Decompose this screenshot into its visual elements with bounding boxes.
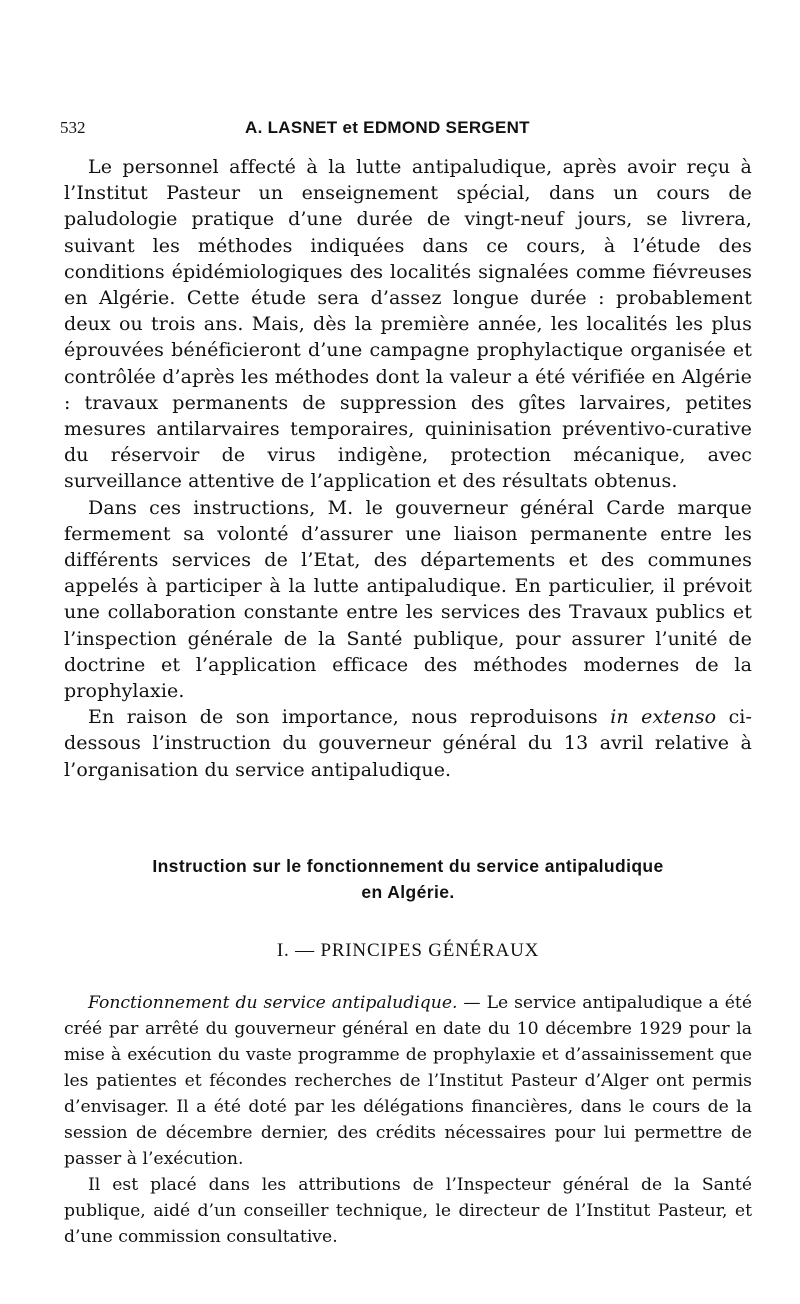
section-paragraph-1-text: — Le service antipaludique a été créé par arrêté du gouverneur général en date du 10 décembre 1929 pour la mise à exécution du vaste programme de prophylaxie et d’assainissement que les patientes et fécondes recherches de l’Institut Pasteur d’Alger ont permis d’envisager. Il a été doté par les délégations financières, dans le cours de la session de décembre dernier, des crédits nécessaires pour lui permettre de passer à l’exécution. bbox=[64, 993, 752, 1169]
page-header bbox=[60, 114, 750, 142]
section-title-line-2: en Algérie. bbox=[361, 882, 455, 902]
paragraph-2: Dans ces instructions, M. le gouverneur général Carde marque fermement sa volonté d’assurer une liaison permanente entre les différents services de l’Etat, des départements et des communes appelés à participer à la lutte antipaludique. En particulier, il prévoit une collaboration constante entre les services des Travaux publics et l’inspection générale de la Santé publique, pour assurer l’unité de doctrine et l’application efficace des méthodes modernes de la prophylaxie. bbox=[64, 496, 752, 703]
paragraph-1: Le personnel affecté à la lutte antipaludique, après avoir reçu à l’Institut Pasteur un enseignement spécial, dans un cours de paludologie pratique d’une durée de vingt-neuf jours, se livrera, suivant les méthodes indiquées dans ce cours, à l’étude des conditions épidémiologiques des localités signalées comme fiévreuses en Algérie. Cette étude sera d’assez longue durée : probablement deux ou trois ans. Mais, dès la première année, les localités les plus éprouvées bénéficieront d’une campagne prophylactique organisée et contrôlée d’après les méthodes dont la valeur a été vérifiée en Algérie : travaux permanents de suppression des gîtes larvaires, petites mesures antilarvaires temporaires, quininisation préventivo-curative du réservoir de virus indigène, protection mécanique, avec surveillance attentive de l’application et des résultats obtenus. bbox=[64, 156, 752, 493]
main-text bbox=[64, 154, 752, 783]
page-number: 532 bbox=[60, 118, 86, 137]
paragraph-3-italic: in extenso bbox=[610, 706, 717, 729]
section-paragraph-1-lead: Fonctionnement du service antipaludique. bbox=[88, 993, 458, 1013]
section-title-line-1: Instruction sur le fonctionnement du service antipaludique bbox=[152, 856, 664, 876]
running-head: A. LASNET et EDMOND SERGENT bbox=[245, 118, 530, 137]
section-paragraph-2: Il est placé dans les attributions de l’Inspecteur général de la Santé publique, aidé d’un conseiller technique, le directeur de l’Institut Pasteur, et d’une commission consultative. bbox=[64, 1175, 752, 1247]
section-text bbox=[64, 990, 752, 1250]
paragraph-3-text-b: ci-dessous l’instruction du gouverneur général du 13 avril relative à l’organisation du service antipaludique. bbox=[64, 706, 753, 781]
section-paragraph-1 bbox=[64, 990, 752, 1172]
section-title bbox=[64, 853, 752, 905]
section-heading: I. — PRINCIPES GÉNÉRAUX bbox=[276, 940, 540, 961]
paragraph-3 bbox=[64, 704, 752, 783]
paragraph-3-text-a: En raison de son importance, nous reproduisons bbox=[88, 706, 611, 729]
